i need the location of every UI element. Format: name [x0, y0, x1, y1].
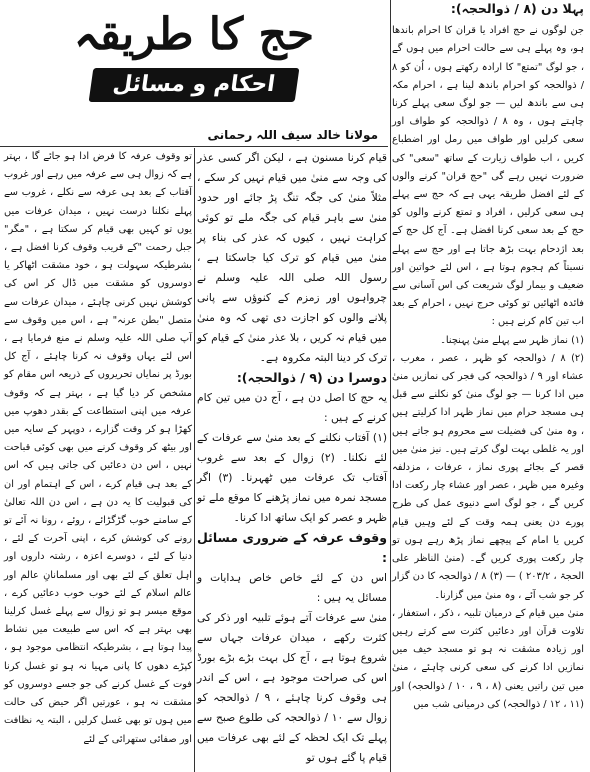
- paragraph: یہ حج کا اصل دن ہے ، آج دن میں تین کام کرنے کے ہیں :: [197, 391, 387, 424]
- paragraph: منیٰ میں قیام کے درمیان تلبیہ ، ذکر ، استغفار ، تلاوت قرآن اور دعائیں کثرت سے کرتے رہیں اور زیادہ مشقت نہ ہو تو مسجد خیف میں نمازیں ادا کرنے کی سعی کرنی چاہئے ، منیٰ میں تین راتیں یعنی (۸ ، ۹ ، ۱۰ / ذوالحجہ) اور (۱۱ ، ۱۲ / ذوالحجہ) کی درمیانی شب میں: [392, 607, 585, 710]
- paragraph: (۱) آفتاب نکلنے کے بعد منیٰ سے عرفات کے لئے نکلنا۔ (۲) زوال کے بعد سے غروب آفتاب تک عرفات میں ٹھہرنا۔ (۳) اگر مسجد نمرہ میں نماز پڑھنے کا موقع ملے تو ظہر و عصر کو ایک ساتھ ادا کرنا۔: [197, 431, 388, 524]
- section-heading: وقوف عرفہ کے ضروری مسائل :: [197, 530, 387, 565]
- column-middle: [197, 148, 387, 768]
- column-body: [392, 22, 584, 714]
- column-divider: [390, 0, 391, 772]
- article-title: حج کا طریقہ: [73, 9, 315, 60]
- article-banner: احکام و مسائل: [89, 68, 300, 102]
- banner-wrap: [4, 68, 384, 108]
- day-heading: پہلا دن (۸ / ذوالحجہ):: [450, 1, 584, 16]
- article-header: [4, 0, 384, 146]
- author-byline: مولانا خالد سیف اللہ رحمانی: [207, 128, 378, 142]
- day-heading: دوسرا دن (۹ / ذوالحجہ):: [236, 370, 387, 385]
- column-divider: [194, 148, 195, 772]
- paragraph: (۲) ۸ / ذوالحجہ کو ظہر ، عصر ، مغرب ، عشاء اور ۹ / ذوالحجہ کی فجر کی نمازیں منیٰ میں ادا کرنا — جو لوگ منیٰ کو نکلنے سے قبل ہی مسجد حرام میں نماز ظہر ادا کرلیتے ہیں ، وہ منیٰ کی فضیلت سے محروم ہو جاتے ہیں اور یہ غلطی بہت لوگ کرتے ہیں۔ نیز منیٰ میں قصر کے بجائے پوری نماز ، عرفات ، مزدلفہ وغیرہ میں ظہر ، عصر اور عشاء چار رکعت ادا کریں گے ، جو لوگ اسے دنیوی عمل کی طرح پورے دن یعنی ہمہ وقت کے لئے وہیں قیام کریں یا امام کے پیچھے نماز پڑھ رہے ہوں تو چار رکعت پوری کریں گے۔ (منیٰ الناظر علی الحجۃ ، ۲۰۳/۲ ) — (۳) ۸ / ذوالحجہ کا دن گزار کر جو شب آئے ، وہ منیٰ میں گزارنا۔: [392, 352, 584, 601]
- header-divider: [0, 146, 388, 147]
- paragraph: منیٰ سے عرفات آتے ہوئے تلبیہ اور ذکر کی کثرت رکھے ، میدان عرفات جہاں سے شروع ہوتا ہے ، آج کل بہت بڑے بڑے بورڈ اس کی صراحت موجود ہے ، اس کے اندر ہی وقوف کرنا چاہئے ، ۹ / ذوالحجہ کو زوال سے ۱۰ / ذوالحجہ کی طلوع صبح سے پہلے تک ایک لحظہ کے لئے بھی عرفات میں قیام پا گئے ہوں تو: [197, 611, 387, 764]
- paragraph: تو وقوف عرفہ کا فرض ادا ہو جائے گا ، بہتر ہے کہ زوال ہی سے عرفہ میں رہے اور غروب آفتاب کے بعد ہی عرفہ سے نکلے ، غروب سے پہلے نکلنا درست نہیں ، میدان عرفات میں یوں تو کہیں بھی قیام کر سکتا ہے ، "مگر" جبل رحمت "کے قریب وقوف کرنا افضل ہے ، بشرطیکہ سہولت ہو ، خود مشقت اٹھاکر یا دوسروں کو مشقت میں ڈال کر اس کی کوشش نہیں کرنی چاہئے ، میدان عرفات سے متصل "بطن عرنہ" ہے ، اس میں وقوف سے آپ صلی اللہ علیہ وسلم نے منع فرمایا ہے ، اس لئے یہاں وقوف نہ کرنا چاہئے ، آج کل بورڈ پر نمایاں تحریروں کے ذریعہ اس مقام کو مشخص کر دیا گیا ہے ، بہتر ہے کہ وقوف عرفہ میں اپنی استطاعت کے بقدر دھوپ میں کھڑا ہو کر وقت گزارے ، دوپہر کے سایہ میں اور بیٹھ کر وقوف کرنے میں بھی کوئی قباحت نہیں ، اس دن دعائیں کی جاتی ہیں کہ اس کے بعد ہی قیام کرے ، اس کے اہتمام اور ان کی قبولیت کا یہ دن ہے ، اس دن اللہ تعالیٰ کے سامنے خوب گڑگڑائے ، روئے ، رونا نہ آئے تو رونے کی کوشش کرے ، اپنی آخرت کے لئے ، دنیا کے لئے ، دوسرے اعزہ ، رشتہ داروں اور اہل تعلق کے لئے بھی اور مسلمانانِ عالم اور عالم اسلام کے لئے خوب خوب دعائیں کرے ، موقع میسر ہو تو زوال سے پہلے غسل کرلینا بھی بہتر ہے کہ اس سے طبیعت میں نشاط پیدا ہوتا ہے ، بشرطیکہ انتظامی موجود ہو ، کپڑے دھوں کا پانی مہیا نہ ہو تو غسل کرنا فوت کے غسل کرنے کی جو جسے دوسروں کو مشقت نہ ہو ، عورتیں اگر حیض کی حالت میں ہوں تو بھی غسل کرلیں ، البتہ یہ نظافت اور صفائی ستھرائی کے لئے: [4, 151, 192, 745]
- paragraph: اس دن کے لئے خاص خاص ہدایات و مسائل یہ ہیں :: [197, 571, 387, 604]
- column-right: [392, 0, 584, 714]
- paragraph: (۱) نماز ظہر سے پہلے منیٰ پہنچنا۔: [440, 334, 584, 346]
- paragraph: جن لوگوں نے حج افراد یا قران کا احرام باندھا ہو، وہ پہلے ہی سے حالت احرام میں ہوں گے ، جو لوگ "تمتع" کا ارادہ رکھتے ہوں ، اُن کو ۸ / ذوالحجہ کو احرام باندھ لینا ہے ، احرام مکہ ہی سے باندھ لیں — جو لوگ سعی پہلے کرنا چاہتے ہوں ، وہ ۸ / ذوالحجہ کو طواف اور سعی کرلیں اور طواف میں رمل اور اضطباع کریں ، اب طواف زیارت کے ساتھ "سعی" کی ضرورت نہیں رہے گی "حج قران" کرنے والوں کے لئے افضل طریقہ یہی ہے کہ حج سے پہلے ہی سعی کرلیں ، افراد و تمتع کرنے والوں کو حج کے بعد سعی کرنا افضل ہے۔ آج کل حج کے بعد اژدحام بہت بڑھ جاتا ہے اور حج سے پہلے نسبتاً کم ہجوم ہوتا ہے ، اس لئے خواتین اور ضعیف و بیمار لوگ شریعت کی اس آسانی سے فائدہ اٹھائیں تو کوئی حرج نہیں ، احرام کے بعد اب تین کام کرنے ہیں :: [392, 25, 584, 328]
- column-left: [4, 148, 192, 749]
- paragraph: قیام کرنا مسنون ہے ، لیکن اگر کسی عذر کی وجہ سے منیٰ میں قیام نہیں کر سکے ، مثلاً منیٰ کی جگہ تنگ پڑ جائے اور حدود منیٰ سے باہر قیام کی جگہ ملے تو کوئی کراہت نہیں ، کیوں کہ عذر کی بناء پر منیٰ میں قیام کو ترک کیا جاسکتا ہے ، رسول اللہ صلی اللہ علیہ وسلم نے چرواہوں اور زمزم کے کنوؤں سے پانی پلانے والوں کو اجازت دی تھی کہ وہ منیٰ میں قیام نہ کریں ، بلا عذر منیٰ کے قیام کو ترک کر دینا البتہ مکروہ ہے۔: [197, 151, 387, 364]
